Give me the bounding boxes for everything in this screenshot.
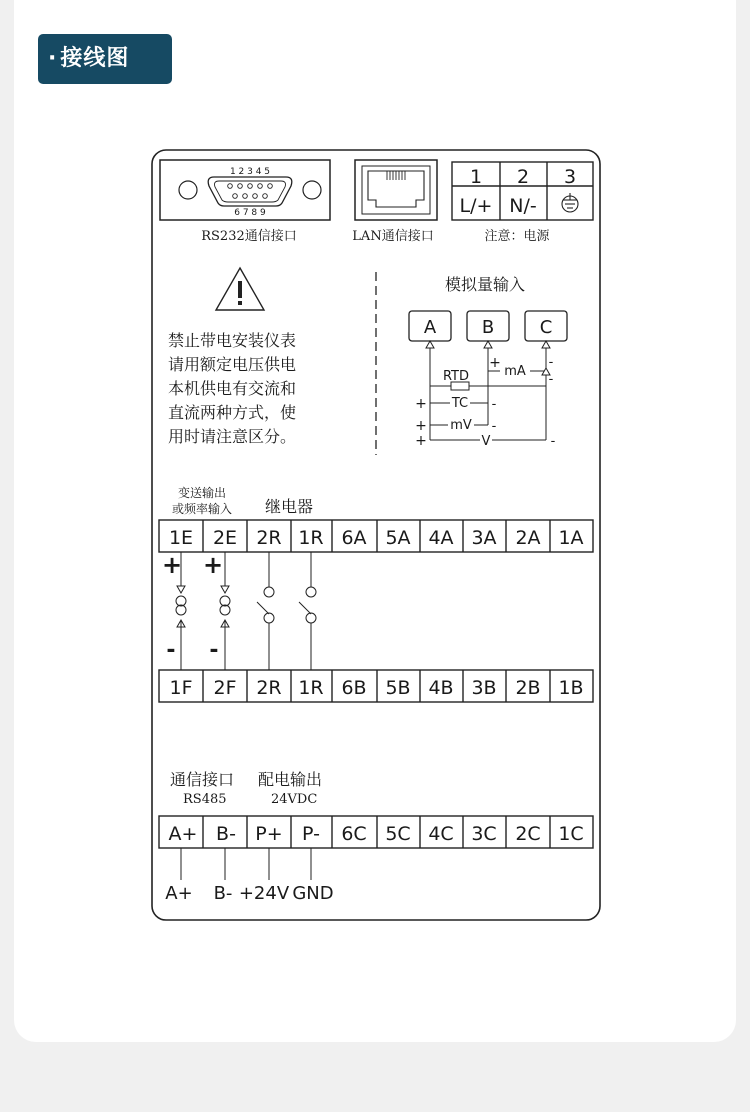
analog-term-c: C xyxy=(539,317,553,338)
wire-label-gnd: GND xyxy=(292,883,334,904)
terminal-1b: 1B xyxy=(558,677,584,699)
analog-label-tc: TC xyxy=(451,396,469,411)
terminal-1c: 1C xyxy=(558,823,584,845)
analog-minus-rtd: - xyxy=(548,372,554,387)
analog-title: 模拟量输入 xyxy=(444,275,526,294)
analog-minus-ma: - xyxy=(548,355,554,370)
terminal-4b: 4B xyxy=(428,677,454,699)
terminal-6b: 6B xyxy=(341,677,367,699)
terminal-a-plus: A+ xyxy=(168,823,198,845)
relay-label: 继电器 xyxy=(265,497,314,516)
power-term-neutral: N/- xyxy=(509,195,537,217)
analog-minus-tc: - xyxy=(491,397,497,412)
frequency-input-label: 或频率输入 xyxy=(172,502,233,516)
warning-line-3: 本机供电有交流和 xyxy=(168,379,297,398)
terminal-1r-top: 1R xyxy=(298,527,324,549)
comm-label: 通信接口 xyxy=(170,770,235,789)
analog-minus-mv: - xyxy=(491,419,497,434)
terminal-3a: 3A xyxy=(471,527,497,549)
terminal-b-minus: B- xyxy=(216,823,236,845)
plus-1e: + xyxy=(161,551,183,579)
wire-label-a-plus: A+ xyxy=(165,883,193,904)
terminal-3c: 3C xyxy=(471,823,497,845)
analog-label-v: V xyxy=(481,434,491,449)
terminal-6a: 6A xyxy=(341,527,367,549)
terminal-2f: 2F xyxy=(213,677,237,699)
terminal-2e: 2E xyxy=(212,527,238,549)
analog-label-mv: mV xyxy=(450,418,472,433)
warning-line-1: 禁止带电安装仪表 xyxy=(168,331,297,350)
title-bullet: · xyxy=(48,46,58,71)
terminal-5c: 5C xyxy=(385,823,411,845)
terminal-3b: 3B xyxy=(471,677,497,699)
wire-label-24v: +24V xyxy=(238,883,290,904)
power-num-2: 2 xyxy=(516,166,530,188)
comm-sub-label: RS485 xyxy=(183,792,227,807)
analog-label-ma: mA xyxy=(504,364,526,379)
terminal-1a: 1A xyxy=(558,527,584,549)
terminal-4c: 4C xyxy=(428,823,454,845)
section-title: 接线图 xyxy=(60,46,130,71)
analog-plus-v: + xyxy=(415,433,427,449)
power-num-3: 3 xyxy=(563,166,577,188)
rs232-label: RS232通信接口 xyxy=(201,229,297,244)
terminal-2r-top: 2R xyxy=(256,527,282,549)
power-term-live: L/+ xyxy=(459,195,493,217)
minus-2f: - xyxy=(209,638,219,663)
terminal-2r-bottom: 2R xyxy=(256,677,282,699)
analog-plus-mv: + xyxy=(415,418,427,434)
terminal-6c: 6C xyxy=(341,823,367,845)
analog-label-rtd: RTD xyxy=(442,369,470,384)
analog-term-b: B xyxy=(481,317,495,338)
power-output-label: 配电输出 xyxy=(258,770,323,789)
warning-line-2: 请用额定电压供电 xyxy=(168,355,297,374)
transmit-output-label: 变送输出 xyxy=(178,486,227,500)
power-label: 注意：电源 xyxy=(484,229,550,244)
terminal-5a: 5A xyxy=(385,527,411,549)
minus-1f: - xyxy=(166,638,176,663)
terminal-1e: 1E xyxy=(168,527,194,549)
power-num-1: 1 xyxy=(469,166,483,188)
analog-plus-tc: + xyxy=(415,396,427,412)
terminal-2c: 2C xyxy=(515,823,541,845)
terminal-p-plus: P+ xyxy=(255,823,283,845)
terminal-2b: 2B xyxy=(515,677,541,699)
terminal-p-minus: P- xyxy=(302,823,320,845)
rs232-top-pins: 1 2 3 4 5 xyxy=(229,167,271,177)
analog-minus-v: - xyxy=(550,434,556,449)
terminal-1f: 1F xyxy=(169,677,193,699)
lan-label: LAN通信接口 xyxy=(352,229,434,244)
warning-line-5: 用时请注意区分。 xyxy=(168,427,297,446)
terminal-2a: 2A xyxy=(515,527,541,549)
rs232-bottom-pins: 6 7 8 9 xyxy=(234,208,266,218)
power-output-sub-label: 24VDC xyxy=(271,792,318,807)
terminal-1r-bottom: 1R xyxy=(298,677,324,699)
terminal-4a: 4A xyxy=(428,527,454,549)
analog-plus-ma: + xyxy=(489,355,501,371)
warning-line-4: 直流两种方式，使 xyxy=(168,403,297,422)
analog-term-a: A xyxy=(423,317,437,338)
wire-label-b-minus: B- xyxy=(213,883,233,904)
terminal-5b: 5B xyxy=(385,677,411,699)
plus-2e: + xyxy=(202,551,224,579)
